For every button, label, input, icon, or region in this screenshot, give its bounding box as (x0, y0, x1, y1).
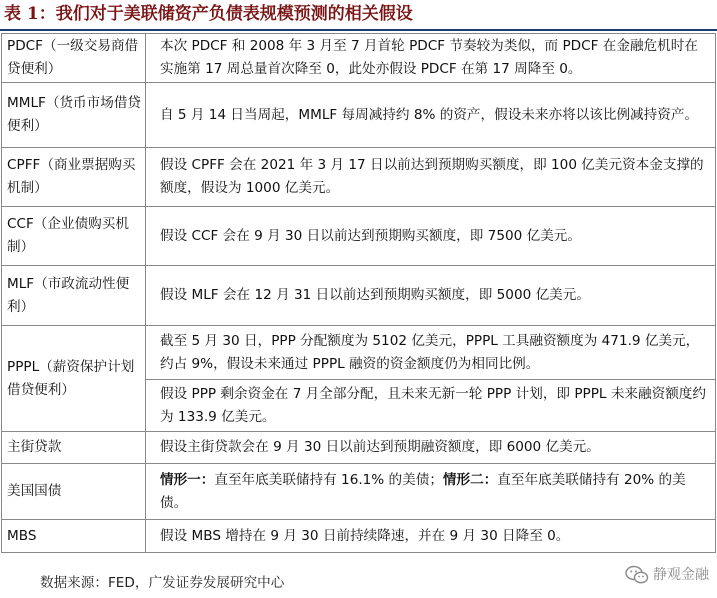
table-row (2, 432, 716, 464)
row-label: MBS (2, 520, 146, 553)
table-row (2, 207, 716, 266)
scenario-two-text: 直至年底美联储持有 20% 的美债。 (160, 471, 686, 511)
row-description (146, 464, 716, 520)
row-label: CCF（企业债购买机制） (2, 207, 146, 266)
scenario-one-text: 直至年底美联储持有 16.1% 的美债； (214, 471, 443, 488)
table-row (2, 464, 716, 520)
row-label: PDCF（一级交易商借贷便利） (2, 34, 146, 83)
row-label: 主街贷款 (2, 432, 146, 464)
watermark-text: 静观金融 (653, 567, 709, 583)
row-description: 截至 5 月 30 日，PPP 分配额度为 5102 亿美元，PPPL 工具融资额度为 471.9 亿美元，约占 9%，假设未来通过 PPPL 融资的资金额度仍为相同比例。 (146, 326, 716, 380)
table-row (2, 148, 716, 207)
row-label: CPFF（商业票据购买机制） (2, 148, 146, 207)
data-source-note: 数据来源：FED，广发证券发展研究中心 (40, 575, 285, 591)
watermark (625, 560, 709, 590)
row-description: 自 5 月 14 日当周起，MMLF 每周减持约 8% 的资产，假设未来亦将以该比例减持资产。 (146, 83, 716, 148)
table-row (2, 34, 716, 83)
row-description: 假设 MLF 会在 12 月 31 日以前达到预期购买额度，即 5000 亿美元。 (146, 266, 716, 326)
assumptions-table (1, 33, 716, 553)
row-description: 本次 PDCF 和 2008 年 3 月至 7 月首轮 PDCF 节奏较为类似，而 PDCF 在金融危机时在实施第 17 周总量首次降至 0，此处亦假设 PDCF 在第 17 周降至 0。 (146, 34, 716, 83)
title-divider (0, 29, 717, 31)
row-label: MLF（市政流动性便利） (2, 266, 146, 326)
row-description: 假设 CPFF 会在 2021 年 3 月 17 日以前达到预期购买额度，即 100 亿美元资本金支撑的额度，假设为 1000 亿美元。 (146, 148, 716, 207)
row-description: 假设主街贷款会在 9 月 30 日以前达到预期融资额度，即 6000 亿美元。 (146, 432, 716, 464)
row-description: 假设 PPP 剩余资金在 7 月全部分配，且未来无新一轮 PPP 计划，即 PPPL 未来融资额度约为 133.9 亿美元。 (146, 380, 716, 432)
row-description: 假设 CCF 会在 9 月 30 日以前达到预期购买额度，即 7500 亿美元。 (146, 207, 716, 266)
table-title: 表 1：我们对于美联储资产负债表规模预测的相关假设 (4, 4, 413, 24)
row-description: 假设 MBS 增持在 9 月 30 日前持续降速，并在 9 月 30 日降至 0。 (146, 520, 716, 553)
table-row (2, 266, 716, 326)
table-row (2, 520, 716, 553)
wechat-icon (625, 565, 649, 585)
row-label: 美国国债 (2, 464, 146, 520)
table-row (2, 326, 716, 380)
row-label: PPPL（薪资保护计划借贷便利） (2, 326, 146, 432)
scenario-two-label: 情形二： (442, 471, 498, 488)
table-row (2, 83, 716, 148)
row-label: MMLF（货币市场借贷便利） (2, 83, 146, 148)
scenario-one-label: 情形一： (160, 471, 215, 488)
